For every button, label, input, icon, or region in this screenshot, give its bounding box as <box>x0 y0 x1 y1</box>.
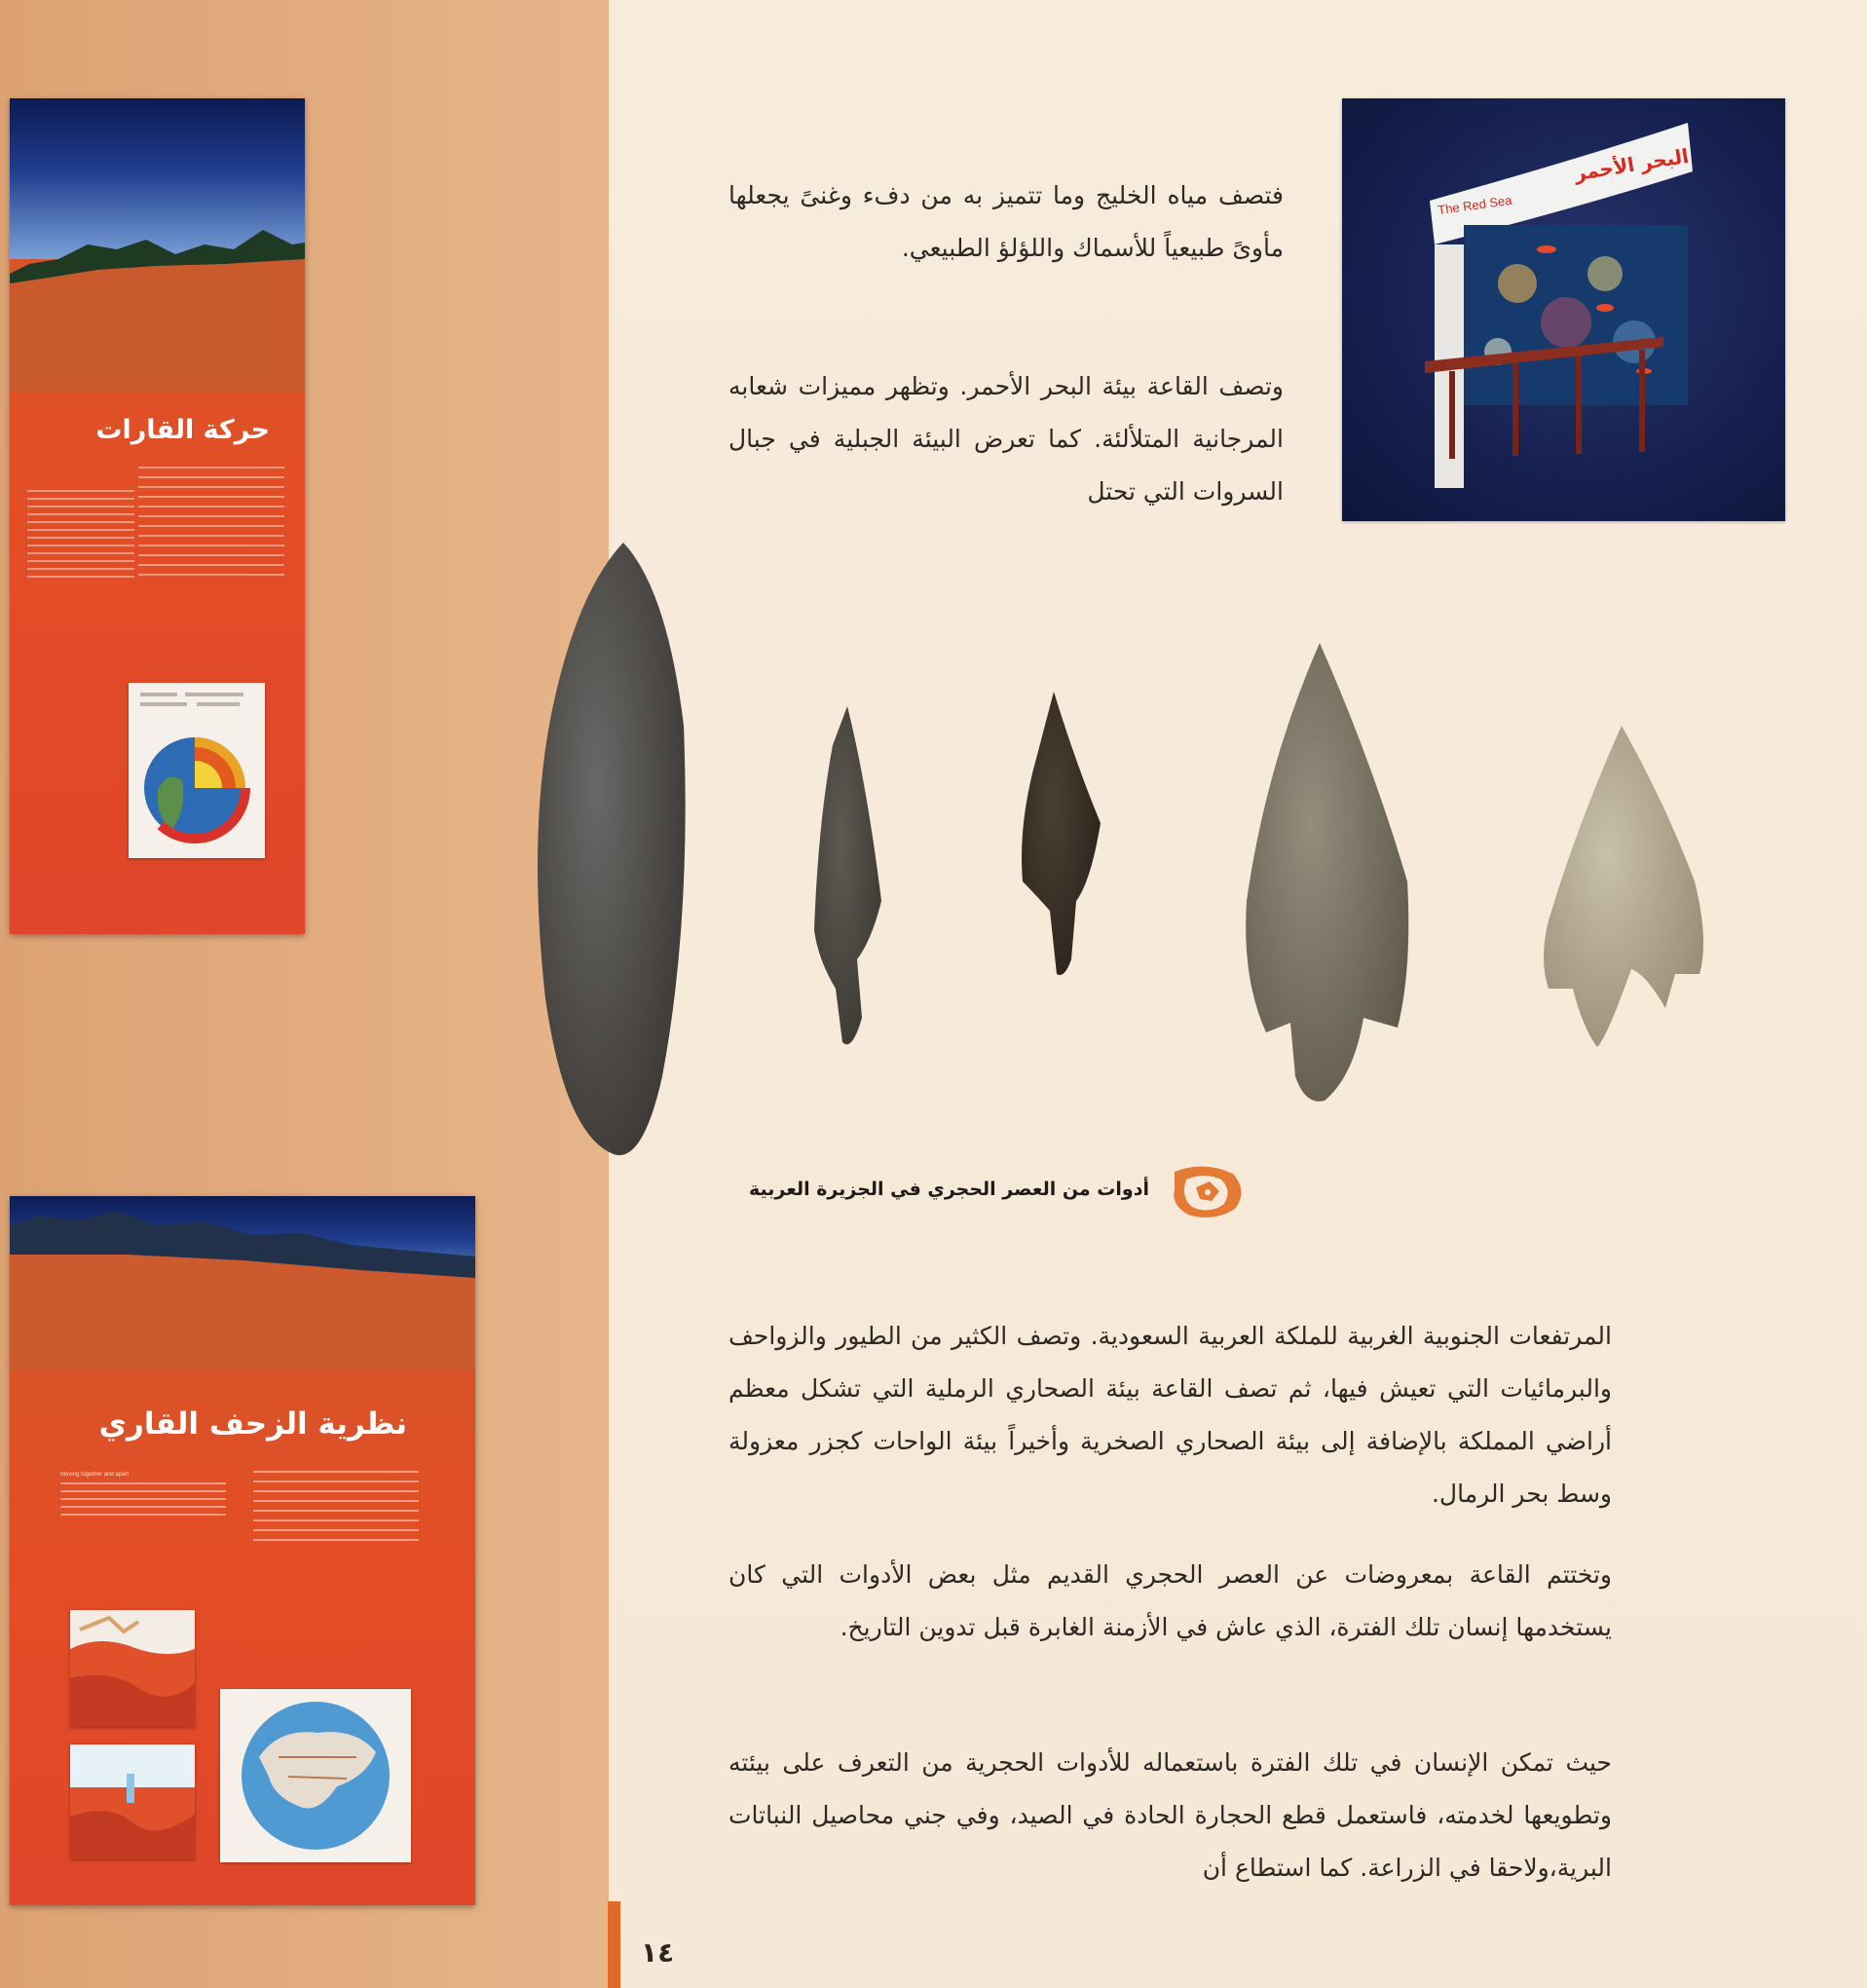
museum-logo-icon <box>1165 1162 1249 1222</box>
stone-tool-4 <box>1246 643 1408 1102</box>
paragraph-red-sea: وتصف القاعة بيئة البحر الأحمر. وتظهر مميزات شعابه المرجانية المتلألئة. كما تعرض البيئة الجبلية في جبال السروات التي تحتل <box>728 372 1284 506</box>
mountain-silhouette <box>10 1196 475 1371</box>
earth-core-diagram <box>129 683 265 858</box>
paragraph-gulf: فتصف مياه الخليج وما تتميز به من دفء وغنىً يجعلها مأوىً طبيعياً للأسماك واللؤلؤ الطبيعي. <box>728 181 1284 262</box>
world-map-disc <box>220 1689 411 1862</box>
stone-tool-5 <box>1544 726 1703 1047</box>
drift-panel-photo <box>10 1196 475 1905</box>
red-sea-sign-ar: البحر الأحمر <box>1572 143 1691 186</box>
paragraph-stone-age: وتختتم القاعة بمعروضات عن العصر الحجري القديم مثل بعض الأدوات التي كان يستخدمها إنسان تلك الفترة، الذي عاش في الأزمنة الغابرة قبل تدوين التاريخ. <box>728 1560 1612 1641</box>
drift-panel-title: نظرية الزحف القاري <box>98 1407 407 1442</box>
continents-panel-photo <box>10 98 305 934</box>
drift-subtitle-en: Moving together and apart <box>60 1472 130 1478</box>
stone-tool-1 <box>538 543 686 1155</box>
stone-tool-3 <box>1022 692 1101 975</box>
paragraph-highlands: المرتفعات الجنوبية الغربية للملكة العربية السعودية. وتصف الكثير من الطيور والزواحف والبرمائيات التي تعيش فيها، ثم تصف القاعة بيئة الصحاري الرملية التي تشكل معظم أراضي المملكة بالإضافة إلى بيئة الصحاري الصخرية وأخيراً بيئة الواحات كجزر معزولة وسط بحر الرمال. <box>728 1322 1612 1508</box>
panel-fine-print-en <box>60 1482 226 1521</box>
stone-tools-photo <box>526 531 1734 1174</box>
stone-tool-2 <box>814 706 881 1044</box>
panel-fine-print-ar <box>253 1471 419 1549</box>
mountain-silhouette <box>10 98 305 391</box>
page-number-bar <box>608 1901 620 1988</box>
red-sea-sign-en: The Red Sea <box>1437 192 1513 218</box>
drift-diagram-1 <box>70 1610 195 1727</box>
panel-fine-print-ar <box>138 467 284 581</box>
panel-fine-print-en <box>27 490 134 578</box>
paragraph-tools-use: حيث تمكن الإنسان في تلك الفترة باستعماله للأدوات الحجرية من التعرف على بيئته وتطويعها لخدمته، فاستعمل قطع الحجارة الحادة في الصيد، وفي جني محاصيل النباتات البرية،ولاحقا في الزراعة. كما استطاع أن <box>728 1748 1612 1882</box>
drift-diagram-2 <box>70 1744 195 1859</box>
continents-panel-title: حركة القارات <box>95 415 270 445</box>
stone-tools-caption: أدوات من العصر الحجري في الجزيرة العربية <box>748 1179 1149 1200</box>
red-sea-exhibit-photo <box>1342 98 1785 521</box>
page-number: ١٤ <box>641 1936 675 1969</box>
